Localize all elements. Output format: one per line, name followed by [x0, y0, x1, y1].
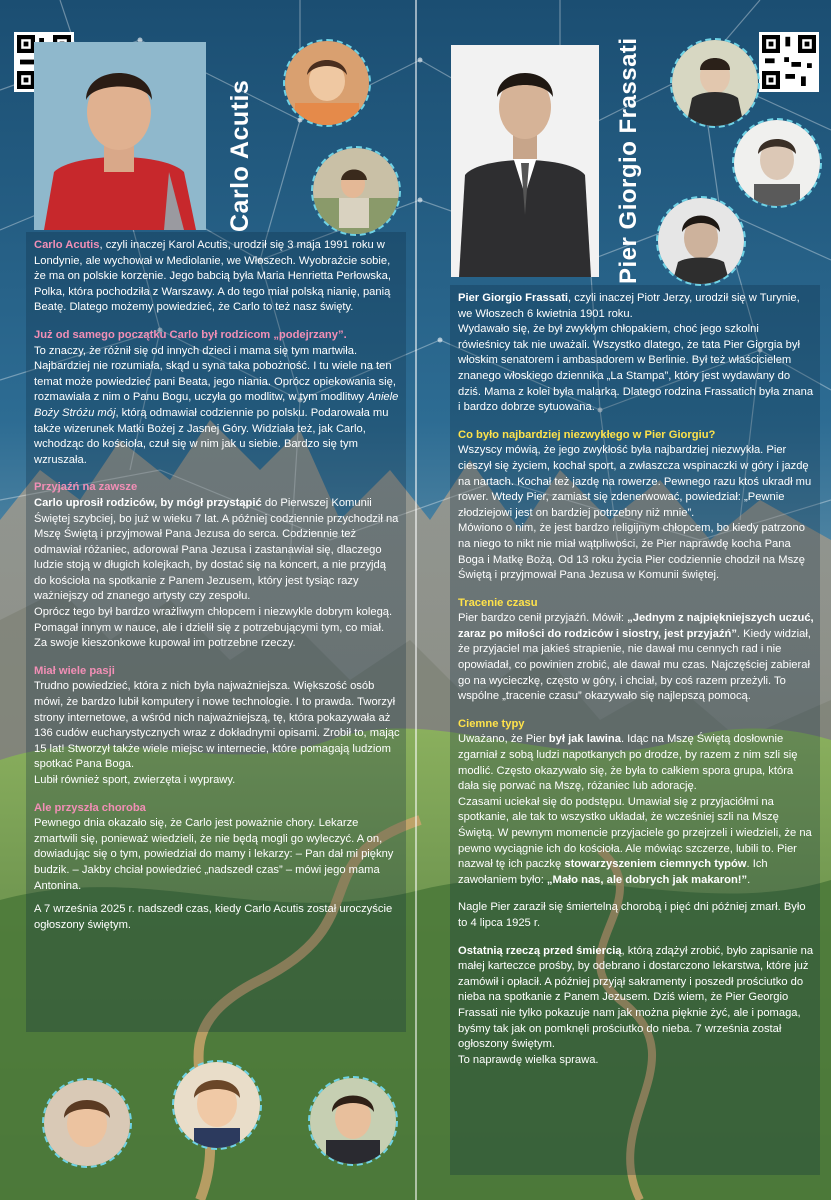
- section-heading: Ciemne typy: [458, 717, 525, 730]
- section-text: Pier bardzo cenił przyjaźń. Mówił: „Jednym z najpiękniejszych uczuć, zaraz po miłości do rodziców i siostry, jest przyjaźń”. Kiedy widział, że przyjaciel ma jakieś strapienie, nie dawał mu cennych rad i nie opowiadał, co powinien zrobić, ale dawał mu czas. Najczęściej zabierał go na wycieczkę, często w góry, i chciał, by coś razem przeżyli. To wspólne „tracenie czasu” okazywało się najlepszą pomocą.: [458, 612, 814, 703]
- carlo-intro: [34, 238, 400, 316]
- carlo-childhood-photo: [283, 39, 371, 127]
- qr-code-icon: [759, 32, 819, 92]
- carlo-outdoor-photo: [311, 146, 401, 236]
- left-column-text: [34, 238, 400, 933]
- section-heading: Ale przyszła choroba: [34, 801, 146, 814]
- section-text: Uważano, że Pier był jak lawina. Idąc na Mszę Świętą dosłownie zgarniał z sobą ludzi napotkanych po drodze, by razem z nim szli się modlić. Często okazywało się, że była to całkiem spora grupa, która dała się porwać na Mszę, różaniec lub adorację.: [458, 733, 798, 793]
- section-text: Wszyscy mówią, że jego zwykłość była najbardziej niezwykła. Pier cieszył się życiem, kochał sport, a zwłaszcza wspinaczki w góry i jazdę na nartach. Kochał też jazdę na rowerze. Pewnego razu ktoś ukradł mu rower. Wtedy Pier, zamiast się zdenerwować, powiedział: „Pewnie złodziejowi jest on bardziej potrzebny niż mnie”.: [458, 444, 812, 519]
- section-heading: Co było najbardziej niezwykłego w Pier Giorgiu?: [458, 428, 716, 441]
- pier-child-photo: [732, 118, 822, 208]
- section-text: Lubił również sport, zwierzęta i wyprawy.: [34, 774, 236, 786]
- carlo-title: Carlo Acutis: [226, 79, 254, 232]
- section-heading: Miał wiele pasji: [34, 664, 115, 677]
- pier-adult-photo: [656, 196, 746, 286]
- section-text: Trudno powiedzieć, która z nich była najważniejsza. Większość osób mówi, że bardzo lubił komputery i nowe technologie. I to prawda. Tworzył strony internetowe, a wśród nich najważniejszą, tę, która pokazywała aż 136 cudów eucharystycznych wraz z dokładnymi opisami. Zrobił to, mając 15 lat! Stworzył także wiele miejsc w internecie, które pomagają ludziom spotkać Pana Boga.: [34, 680, 400, 771]
- carlo-acutis-photo: [34, 42, 206, 230]
- column-divider: [415, 0, 417, 1200]
- section-text: Pewnego dnia okazało się, że Carlo jest poważnie chory. Lekarze zmartwili się, ponieważ wiedzieli, że nie będą mogli go wyleczyć. A on, dowiadując się o tym, powiedział do mamy i lekarzy: – Pan dał mi piękny budzik. – Jakby chciał powiedzieć „nadszedł czas” – mówi jego mama Antonina.: [34, 817, 394, 892]
- section-text: Czasami uciekał się do podstępu. Umawiał się z przyjaciółmi na spotkanie, ale tak to wszystko układał, że wcześniej szli na Mszę Świętą. W pewnym momencie przyjaciele go przejrzeli i wiedzieli, że na pewno wyciągnie ich do kościoła. Ale mówiąc szczerze, lubili to. Pier nazwał tę ich paczkę stowarzyszeniem ciemnych typów. Ich zawołaniem było: „Mało nas, ale dobrych jak makaron!”.: [458, 795, 812, 886]
- section-text: Ostatnią rzeczą przed śmiercią, którą zdążył zrobić, było zapisanie na małej karteczce prośby, by odebrano i dostarczono lekarstwa, które już zamówił i opłacił. A później przyjął sakramenty i poszedł prościutko do nieba na spotkanie z Panem Jezusem. Dziś wiem, że Pier Georgio Frassati nie tylko pokazuje nam jak można pięknie żyć, ale i pomaga, byśmy tak jak on pomknęli prościutko do nieba. 7 września został ogłoszony świętym.: [458, 944, 814, 1051]
- section-heading: Już od samego początku Carlo był rodzicom „podejrzany”.: [34, 328, 347, 341]
- section-heading: Tracenie czasu: [458, 596, 538, 609]
- pier-giorgio-photo: [451, 45, 599, 277]
- carlo-intro-text: , czyli inaczej Karol Acutis, urodził się 3 maja 1991 roku w Londynie, ale wychował w Mediolanie, we Włoszech. Wyobraźcie sobie, że ma on polskie korzenie. Jego babcią była Maria Henrietta Perłowska, Polka, która pochodziła z Warszawy. A do tego miał polską nianię, panią Beatę. Dlatego możemy powiedzieć, że Carlo to też nasz święty.: [34, 239, 391, 314]
- section-text: Carlo uprosił rodziców, by mógł przystąpić do Pierwszej Komunii Świętej szybciej, bo już w wieku 7 lat. A później codziennie przychodził na Mszę Świętą i przyjmował Pana Jezusa do serca. Codziennie też odmawiał różaniec, adorował Pana Jezusa i zastanawiał się, dlaczego ludzie stoją w długich kolejkach, by dostać się na koncert, a nie przyjdą do kościoła na spotkanie z Panem Jezusem, który jest tysiąc razy ważniejszy od znanego artysty czy zespołu.: [34, 496, 399, 603]
- carlo-name: Carlo Acutis: [34, 239, 100, 251]
- carlo-smiling-photo: [42, 1078, 132, 1168]
- pier-intro: Pier Giorgio Frassati, czyli inaczej Piotr Jerzy, urodził się w Turynie, we Włoszech 6 kwietnia 1901 roku.: [458, 292, 800, 320]
- pier-title: Pier Giorgio Frassati: [615, 37, 642, 284]
- section-text: Wydawało się, że był zwykłym chłopakiem, choć jego szkolni rówieśnicy tak nie uważali. Wszystko dlatego, że tata Pier Giorgia był włoskim senatorem i ambasadorem w Berlinie. Był też właścicielem znanego włoskiego dziennika „La Stampa”, który jest wydawany do dziś. Mama z kolei była malarką. Dlatego rodzina Frassatich była znana i bardzo dobrze sytuowana.: [458, 323, 814, 414]
- section-text: To naprawdę wielka sprawa.: [458, 1053, 599, 1066]
- section-text: A 7 września 2025 r. nadszedł czas, kiedy Carlo Acutis został uroczyście ogłoszony świętym.: [34, 903, 393, 931]
- section-heading: Przyjaźń na zawsze: [34, 481, 138, 494]
- carlo-portrait-photo: [172, 1060, 262, 1150]
- section-text: Oprócz tego był bardzo wrażliwym chłopcem i niezwykle dobrym kolegą. Pomagał innym w nauce, ale i dzielił się z potrzebującymi tym, co miał. Za swoje kieszonkowe kupował im potrzebne rzeczy.: [34, 606, 393, 650]
- section-text: Mówiono o nim, że jest bardzo religijnym chłopcem, bo kiedy patrzono na niego to nikt nie miał wątpliwości, że Pier naprawdę kocha Pana Boga i Matkę Bożą. Od 13 roku życia Pier codziennie chodził na Mszę Świętą i przyjmował Pana Jezusa w Komunii świętej.: [458, 522, 805, 582]
- carlo-teen-photo: [308, 1076, 398, 1166]
- pier-young-photo: [670, 38, 760, 128]
- section-text: Nagle Pier zaraził się śmiertelną chorobą i pięć dni później zmarł. Było to 4 lipca 1925 r.: [458, 901, 806, 929]
- right-column-text: [458, 291, 814, 1068]
- section-text: To znaczy, że różnił się od innych dzieci i mama się tym martwiła. Najbardziej nie rozumiała, skąd u syna taka pobożność. I tu wiele na ten temat może powiedzieć pani Beata, jego niania. Oprócz opiekowania się, rozmawiała z nim o Panu Bogu, uczyła go modlitw, w tym modlitwy Aniele Boży Stróżu mój, którą odmawiał codziennie po polsku. Podarowała mu także wizerunek Matki Bożej z Jasnej Góry. Widziała też, jak Carlo, wchodząc do kościoła, czuł się w nim jak u siebie. Bardzo się tym wzruszała.: [34, 344, 399, 466]
